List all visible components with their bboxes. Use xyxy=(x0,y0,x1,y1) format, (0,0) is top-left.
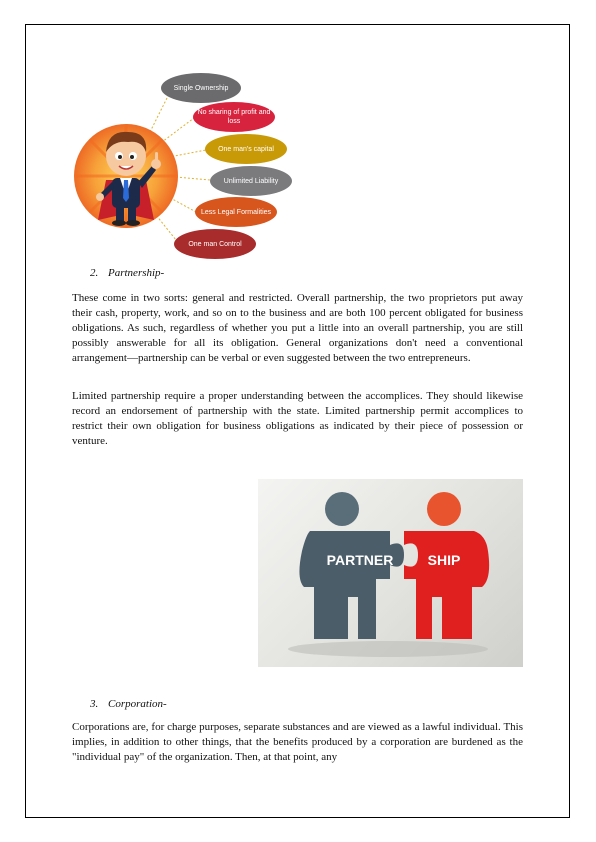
puzzle-people-illustration xyxy=(258,479,523,667)
bubble-one-man-control: One man Control xyxy=(174,229,256,259)
bubble-less-legal-formalities: Less Legal Formalities xyxy=(195,197,277,227)
section-number: 2. xyxy=(90,267,99,279)
bubble-one-mans-capital: One man's capital xyxy=(205,134,287,164)
paragraph: These come in two sorts: general and restricted. Overall partnership, the two proprietors put away their cash, property, work, and so on to the business and are both 100 percent obligated for business obligations. As such, regardless of whether you put a little into an overall partnership, you are still possibly answerable for all its obligation. General organizations don't need a conventional arrangement—partnership can be verbal or even suggested between the two entrepreneurs. xyxy=(72,292,523,364)
section-title: Corporation- xyxy=(108,698,167,710)
bubble-unlimited-liability: Unlimited Liability xyxy=(210,166,292,196)
puzzle-left-text: PARTNER xyxy=(326,552,394,568)
paragraph: Limited partnership require a proper understanding between the accomplices. They should likewise record an endorsement of partnership with the state. Limited partnership permit accomplices to restrict their own obligation for business obligations as indicated by their piece of possession or venture. xyxy=(72,390,523,447)
bubble-single-ownership: Single Ownership xyxy=(161,73,241,103)
bubble-no-sharing: No sharing of profit and loss xyxy=(193,102,275,132)
puzzle-right-text: SHIP xyxy=(427,552,461,568)
partnership-puzzle-figure xyxy=(258,479,523,667)
section-title: Partnership- xyxy=(108,267,165,279)
section-heading-corporation xyxy=(90,698,167,710)
sole-ownership-figure xyxy=(72,70,298,260)
paragraph: Corporations are, for charge purposes, separate substances and are viewed as a lawful individual. This implies, in addition to other things, that the benefits produced by a corporation are burdened as the "individual pay" of the organization. Then, at that point, any xyxy=(72,721,523,763)
section-number: 3. xyxy=(90,698,99,710)
section-heading-partnership xyxy=(90,267,164,279)
